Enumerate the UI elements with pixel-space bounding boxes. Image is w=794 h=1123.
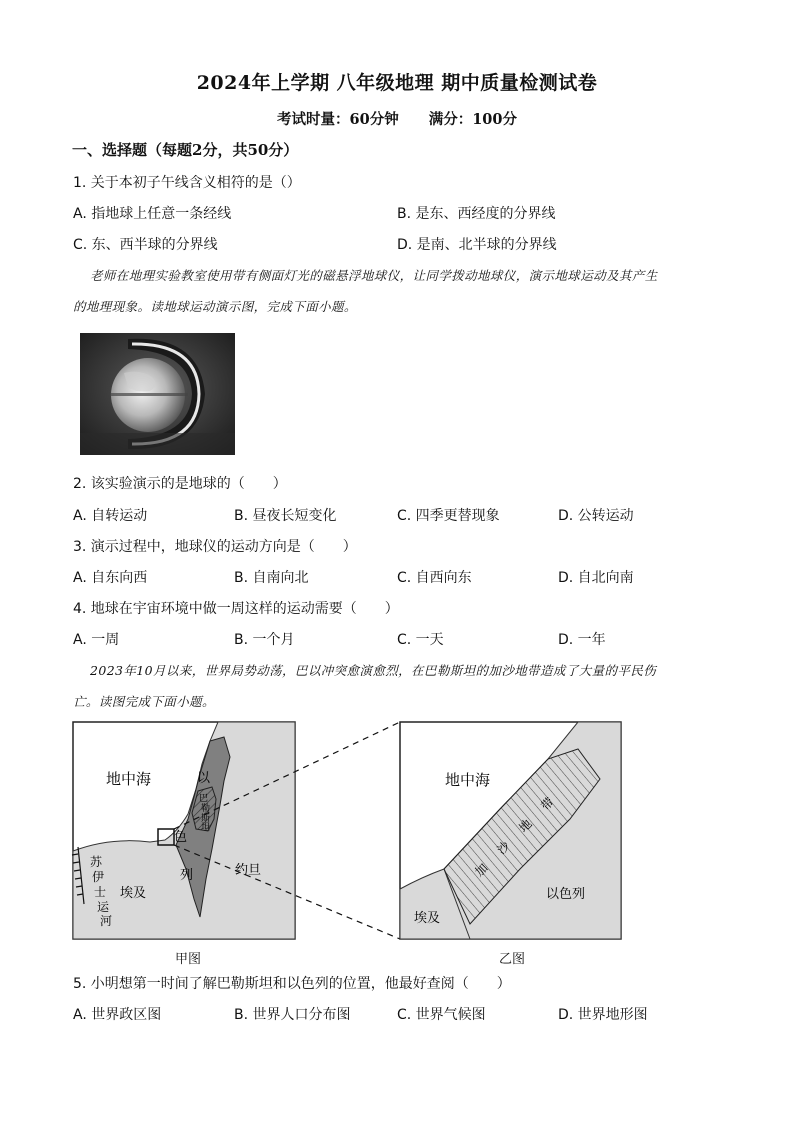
map-yi-egypt-label: 埃及 bbox=[414, 911, 441, 926]
passage2-line1: 2023年10月以来，世界局势动荡，巴以冲突愈演愈烈，在巴勒斯坦的加沙地带造成了大量的平民伤 bbox=[90, 663, 657, 678]
map-jia-suez-2: 伊 bbox=[92, 870, 105, 884]
map-jia bbox=[72, 722, 295, 939]
map-jia-israel-3: 列 bbox=[180, 868, 194, 883]
map-yi-sea-label: 地中海 bbox=[445, 771, 491, 789]
map-jia-caption: 甲图 bbox=[175, 952, 202, 967]
q5-option-c[interactable]: C. 世界气候图 bbox=[397, 1007, 486, 1023]
passage1-line2: 的地理现象。读地球运动演示图，完成下面小题。 bbox=[73, 299, 357, 314]
map-jia-egypt-label: 埃及 bbox=[120, 886, 147, 901]
map-jia-israel-1: 以 bbox=[197, 771, 211, 786]
map-jia-suez-1: 苏 bbox=[90, 855, 103, 869]
q4-option-a[interactable]: A. 一周 bbox=[73, 632, 120, 648]
map-jia-palestine-2: 勒 bbox=[201, 804, 211, 814]
map-yi-caption: 乙图 bbox=[499, 952, 526, 967]
gaza-location-maps bbox=[70, 719, 625, 947]
map-jia-suez-4: 运 bbox=[97, 900, 110, 914]
map-yi-gaza-3: 地 bbox=[516, 816, 535, 836]
q2-option-c[interactable]: C. 四季更替现象 bbox=[397, 508, 500, 524]
map-jia-palestine-3: 斯 bbox=[201, 814, 211, 824]
q5-option-d[interactable]: D. 世界地形图 bbox=[558, 1007, 648, 1023]
globe-demo-photo bbox=[80, 333, 235, 455]
q2-option-b[interactable]: B. 昼夜长短变化 bbox=[234, 508, 337, 524]
q3-stem: 3. 演示过程中，地球仪的运动方向是（ ） bbox=[73, 539, 357, 555]
q1-option-b[interactable]: B. 是东、西经度的分界线 bbox=[397, 206, 556, 222]
q1-option-a[interactable]: A. 指地球上任意一条经线 bbox=[73, 206, 232, 222]
map-yi-israel-label: 以色列 bbox=[546, 887, 586, 902]
map-jia-jordan-label: 约旦 bbox=[235, 863, 262, 878]
q4-option-b[interactable]: B. 一个月 bbox=[234, 632, 295, 648]
map-jia-israel-2: 色 bbox=[174, 830, 188, 845]
q4-stem: 4. 地球在宇宙环境中做一周这样的运动需要（ ） bbox=[73, 601, 399, 617]
exam-score: 满分：100分 bbox=[428, 111, 517, 128]
map-yi-gaza-4: 带 bbox=[538, 794, 557, 814]
q5-option-b[interactable]: B. 世界人口分布图 bbox=[234, 1007, 351, 1023]
map-jia-palestine-1: 巴 bbox=[199, 794, 209, 804]
exam-subtitle bbox=[0, 108, 794, 129]
q1-stem: 1. 关于本初子午线含义相符的是（） bbox=[73, 175, 301, 191]
q5-stem: 5. 小明想第一时间了解巴勒斯坦和以色列的位置，他最好查阅（ ） bbox=[73, 976, 511, 992]
map-jia-suez-5: 河 bbox=[100, 914, 113, 928]
map-yi-gaza-1: 加 bbox=[472, 860, 491, 880]
map-yi-gaza-2: 沙 bbox=[494, 838, 513, 858]
q5-option-a[interactable]: A. 世界政区图 bbox=[73, 1007, 162, 1023]
passage2-line2: 亡。读图完成下面小题。 bbox=[73, 694, 215, 709]
q3-option-d[interactable]: D. 自北向南 bbox=[558, 570, 634, 586]
q4-option-d[interactable]: D. 一年 bbox=[558, 632, 606, 648]
q1-option-c[interactable]: C. 东、西半球的分界线 bbox=[73, 237, 218, 253]
map-jia-sea-label: 地中海 bbox=[106, 770, 152, 788]
exam-title: 2024年上学期 八年级地理 期中质量检测试卷 bbox=[196, 72, 598, 94]
q2-option-a[interactable]: A. 自转运动 bbox=[73, 508, 148, 524]
section-heading: 一、选择题（每题2分，共50分） bbox=[72, 141, 299, 159]
q3-option-b[interactable]: B. 自南向北 bbox=[234, 570, 309, 586]
q3-option-a[interactable]: A. 自东向西 bbox=[73, 570, 148, 586]
map-jia-palestine-4: 坦 bbox=[201, 823, 211, 833]
map-yi bbox=[400, 722, 621, 939]
q4-option-c[interactable]: C. 一天 bbox=[397, 632, 444, 648]
q1-option-d[interactable]: D. 是南、北半球的分界线 bbox=[397, 237, 557, 253]
q2-option-d[interactable]: D. 公转运动 bbox=[558, 508, 634, 524]
exam-time: 考试时量：60分钟 bbox=[277, 111, 399, 128]
map-jia-suez-3: 士 bbox=[94, 885, 107, 899]
passage1-line1: 老师在地理实验教室使用带有侧面灯光的磁悬浮地球仪，让同学拨动地球仪，演示地球运动及其产生 bbox=[90, 268, 658, 283]
q3-option-c[interactable]: C. 自西向东 bbox=[397, 570, 472, 586]
q2-stem: 2. 该实验演示的是地球的（ ） bbox=[73, 476, 287, 492]
